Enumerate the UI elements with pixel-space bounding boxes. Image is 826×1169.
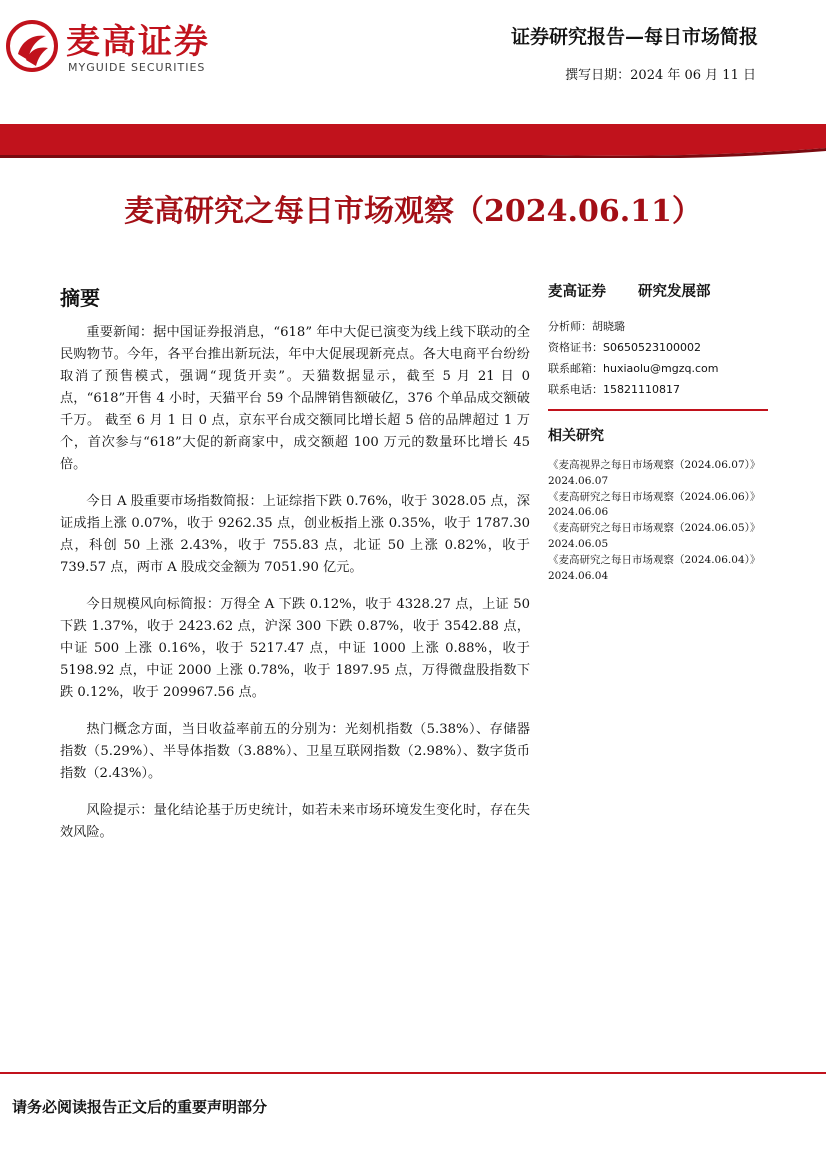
related-research-item[interactable]: 《麦高研究之每日市场观察（2024.06.04）》2024.06.04 bbox=[548, 553, 761, 582]
hot-concepts-paragraph: 热门概念方面，当日收益率前五的分别为：光刻机指数（5.38%）、存储器指数（5.29%）、半导体指数（3.88%）、卫星互联网指数（2.98%）、数字货币指数（2.43%）。 bbox=[60, 722, 530, 781]
risk-warning-paragraph: 风险提示：量化结论基于历史统计，如若未来市场环境发生变化时，存在失效风险。 bbox=[60, 803, 530, 840]
red-banner bbox=[0, 124, 826, 158]
phone-number: 15821110817 bbox=[603, 383, 680, 396]
certificate-number: S0650523100002 bbox=[603, 341, 701, 354]
email-label: 联系邮箱： bbox=[548, 362, 603, 375]
phone-label: 联系电话： bbox=[548, 383, 603, 396]
certificate-label: 资格证书： bbox=[548, 341, 603, 354]
report-type: 证券研究报告—每日市场简报 bbox=[510, 26, 758, 48]
logo-english-name: MYGUIDE SECURITIES bbox=[68, 61, 206, 74]
certificate-row bbox=[548, 337, 770, 358]
company-logo bbox=[6, 20, 216, 76]
sidebar bbox=[548, 280, 770, 584]
org-name: 麦高证券 bbox=[548, 283, 606, 300]
footer-divider bbox=[0, 1072, 826, 1074]
analyst-name: 胡晓璐 bbox=[592, 320, 625, 333]
myguide-logo-icon bbox=[6, 20, 58, 72]
report-title: 麦高研究之每日市场观察（2024.06.11） bbox=[124, 194, 702, 229]
disclaimer-notice: 请务必阅读报告正文后的重要声明部分 bbox=[12, 1098, 268, 1116]
summary-body bbox=[60, 322, 530, 859]
a-share-index-paragraph: 今日 A 股重要市场指数简报：上证综指下跌 0.76%，收于 3028.05 点，深证成指上涨 0.07%，收于 9262.35 点，创业板指上涨 0.35%，收于 1787.30 点，科创 50 上涨 2.43%，收于 755.83 点，北证 50 上涨 0.82%，收于 739.57 点，两市 A 股成交金额为 7051.90 亿元。 bbox=[60, 494, 530, 575]
related-research-item[interactable]: 《麦高研究之每日市场观察（2024.06.05）》2024.06.05 bbox=[548, 522, 761, 550]
related-research-list bbox=[548, 458, 770, 584]
analyst-label: 分析师： bbox=[548, 320, 592, 333]
logo-chinese-name: 麦高证券 bbox=[66, 22, 210, 62]
related-research-item[interactable]: 《麦高视界之每日市场观察（2024.06.07）》2024.06.07 bbox=[548, 459, 761, 487]
sidebar-divider bbox=[548, 409, 768, 411]
email-row bbox=[548, 358, 770, 379]
analyst-contact bbox=[548, 316, 770, 400]
related-research-item[interactable]: 《麦高研究之每日市场观察（2024.06.06）》2024.06.06 bbox=[548, 490, 761, 519]
sidebar-header bbox=[548, 280, 770, 304]
phone-row bbox=[548, 379, 770, 400]
report-date: 撰写日期：2024 年 06 月 11 日 bbox=[565, 68, 756, 83]
department-name: 研究发展部 bbox=[638, 283, 711, 300]
summary-heading: 摘要 bbox=[60, 286, 100, 310]
news-paragraph: 重要新闻：据中国证券报消息，“618” 年中大促已演变为线上线下联动的全民购物节。今年，各平台推出新玩法，年中大促展现新亮点。各大电商平台纷纷取消了预售模式，强调“现货开卖”。天猫数据显示，截至 5 月 21 日 0 点，“618”开售 4 小时，天猫平台 59 个品牌销售额破亿，376 个单品成交额破千万。 截至 6 月 1 日 0 点，京东平台成交额同比增长超 5 倍的品牌超过 1 万个，首次参与“618”大促的新商家中，成交额超 100 万元的数量环比增长 45 倍。 bbox=[60, 325, 530, 472]
analyst-row bbox=[548, 316, 770, 337]
email-address[interactable]: huxiaolu@mgzq.com bbox=[603, 362, 719, 375]
scale-index-paragraph: 今日规模风向标简报：万得全 A 下跌 0.12%，收于 4328.27 点，上证 50 下跌 1.37%，收于 2423.62 点，沪深 300 下跌 0.87%，收于 3542.88 点，中证 500 上涨 0.16%，收于 5217.47 点，中证 1000 上涨 0.88%，收于 5198.92 点，中证 2000 上涨 0.78%，收于 1897.95 点，万得微盘股指数下跌 0.12%，收于 209967.56 点。 bbox=[60, 597, 530, 700]
related-research-heading: 相关研究 bbox=[548, 428, 604, 444]
